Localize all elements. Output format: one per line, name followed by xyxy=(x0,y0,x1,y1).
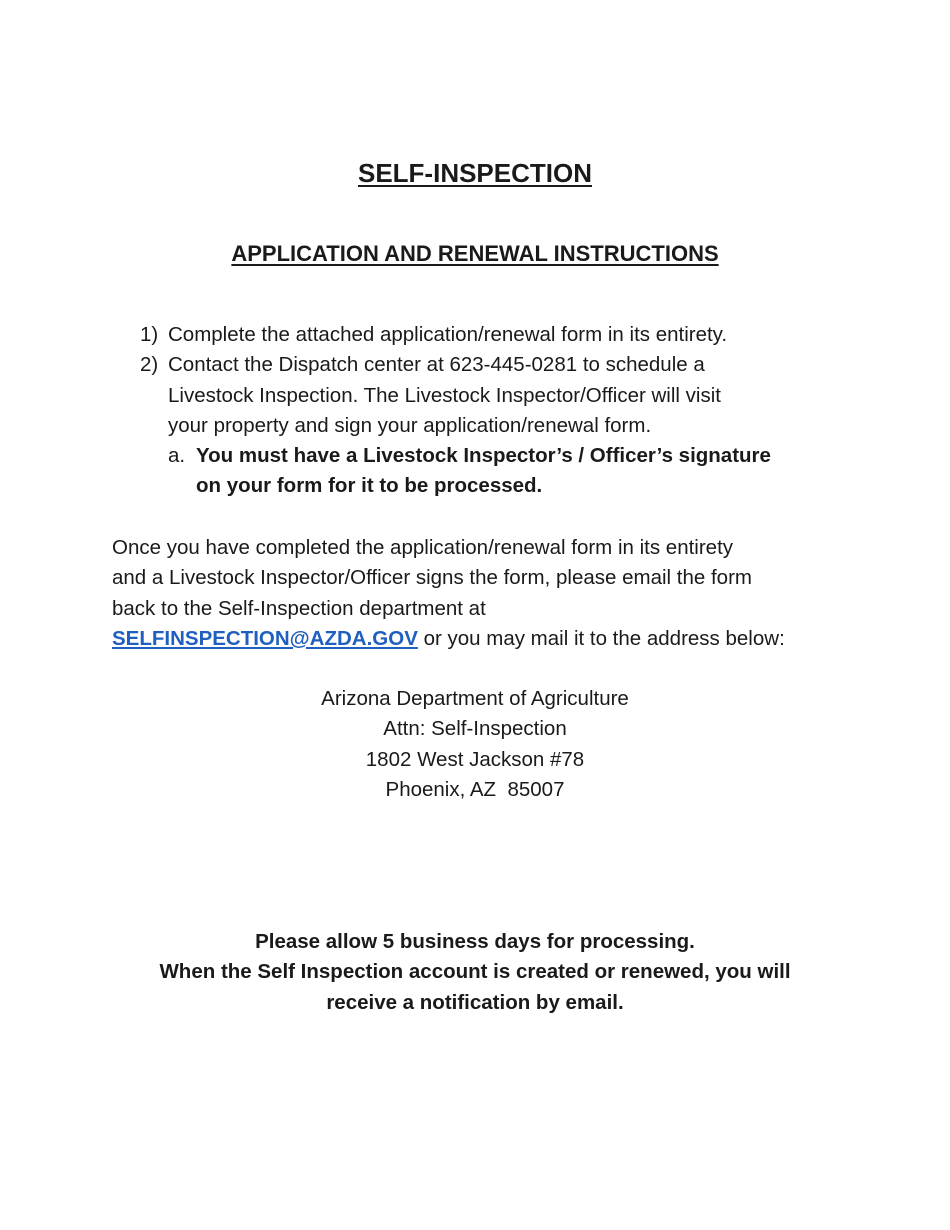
substep-text-line: You must have a Livestock Inspector’s / Officer’s signature xyxy=(196,444,771,468)
processing-note xyxy=(0,927,950,1018)
step-1 xyxy=(140,320,850,350)
address-line: Attn: Self-Inspection xyxy=(383,717,567,741)
paragraph-line: back to the Self-Inspection department at xyxy=(112,596,486,620)
step-2 xyxy=(140,350,850,441)
page-title-text: SELF-INSPECTION xyxy=(357,158,592,188)
footer-line: receive a notification by email. xyxy=(326,990,624,1014)
step-text: Complete the attached application/renewal form in its entirety. xyxy=(168,323,728,346)
footer-line: Please allow 5 business days for processing. xyxy=(255,930,695,953)
page-subtitle-text: APPLICATION AND RENEWAL INSTRUCTIONS xyxy=(231,241,719,266)
instruction-steps xyxy=(140,320,850,502)
step-number: 2) xyxy=(140,353,159,377)
page-subtitle xyxy=(0,241,950,267)
step-2a xyxy=(140,441,850,502)
substep-letter: a. xyxy=(168,444,186,468)
step-text-line: your property and sign your application/renewal form. xyxy=(168,413,652,437)
mailing-address xyxy=(0,684,950,805)
step-text-line: Contact the Dispatch center at 623-445-0281 to schedule a xyxy=(168,353,705,377)
step-number: 1) xyxy=(140,323,159,346)
paragraph-line: Once you have completed the application/renewal form in its entirety xyxy=(112,536,734,559)
substep-text-line: on your form for it to be processed. xyxy=(196,474,543,498)
submission-paragraph xyxy=(112,533,852,654)
address-line: Phoenix, AZ 85007 xyxy=(385,777,565,801)
page-title xyxy=(0,158,950,189)
email-link[interactable]: SELFINSPECTION@AZDA.GOV xyxy=(112,626,418,650)
address-line: Arizona Department of Agriculture xyxy=(321,687,629,710)
paragraph-line xyxy=(112,624,852,654)
footer-line: When the Self Inspection account is created or renewed, you will xyxy=(159,960,791,984)
paragraph-line-tail: or you may mail it to the address below: xyxy=(417,626,785,650)
address-line: 1802 West Jackson #78 xyxy=(365,747,585,771)
step-text-line: Livestock Inspection. The Livestock Inspector/Officer will visit xyxy=(168,383,721,407)
paragraph-line: and a Livestock Inspector/Officer signs the form, please email the form xyxy=(112,566,752,590)
